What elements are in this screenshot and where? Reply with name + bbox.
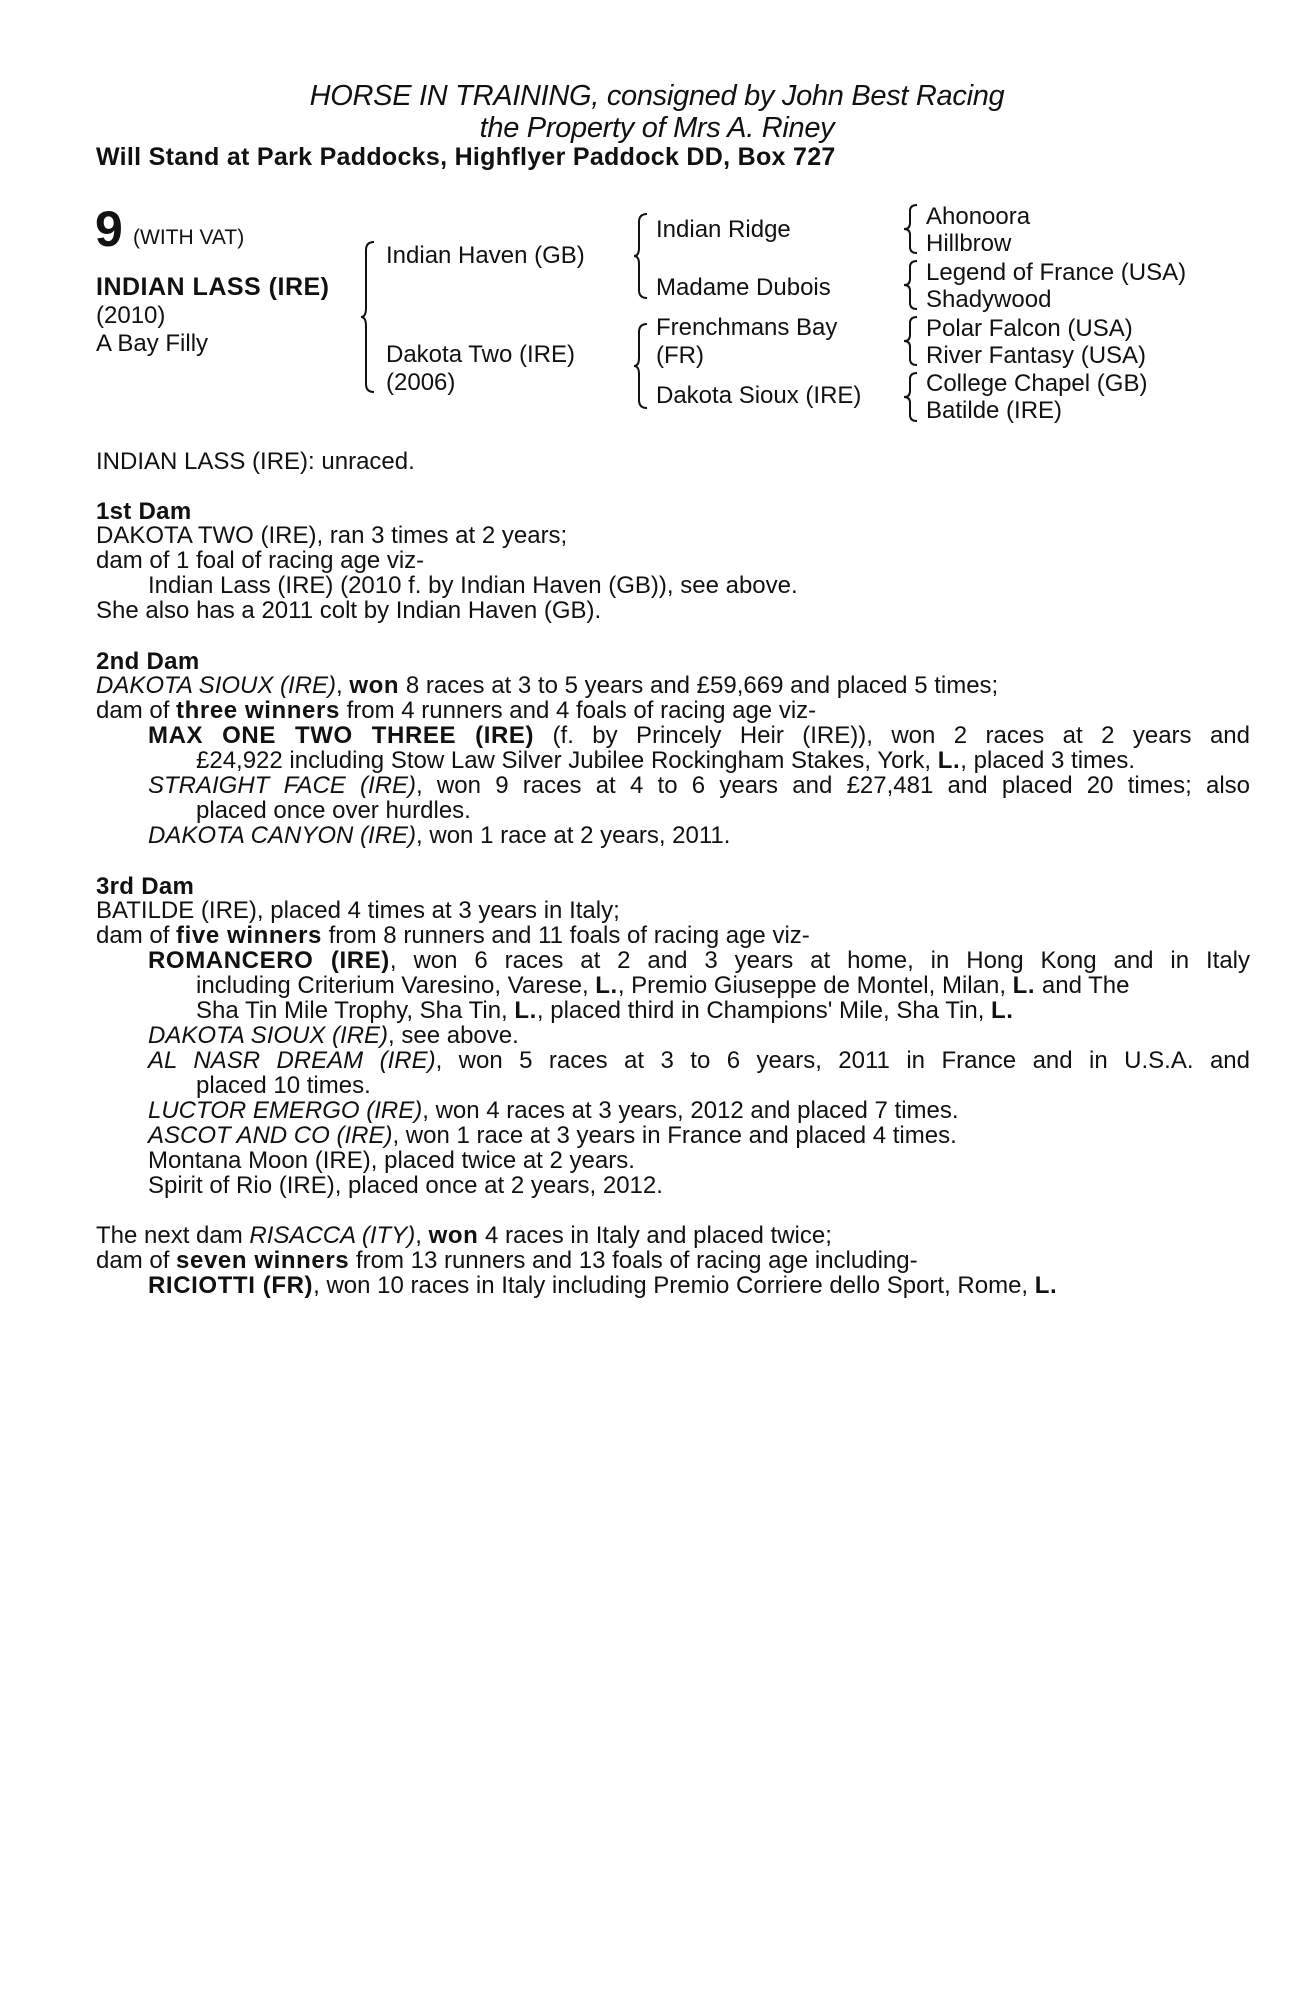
winner-record: , won 10 races in Italy including Premio Corriere dello Sport, Rome, xyxy=(313,1272,1035,1299)
pedigree-g3-8: Batilde (IRE) xyxy=(926,397,1063,424)
pedigree-g3-1: Ahonoora xyxy=(926,203,1031,230)
produce-prefix: dam of xyxy=(96,922,177,949)
listed-marker: L. xyxy=(1034,1272,1058,1299)
winner-record-cont: , placed third in Champions' Mile, Sha Tin, xyxy=(536,997,992,1024)
third-dam-entry-2 xyxy=(148,1023,519,1049)
third-dam-entry-4 xyxy=(148,1098,959,1124)
pedigree-g3-4: Shadywood xyxy=(926,286,1052,313)
pedigree-dam-year: (2006) xyxy=(386,369,456,396)
pedigree-brace-g3 xyxy=(903,315,919,367)
pedigree-brace-generation-1 xyxy=(360,240,376,395)
header-location: Will Stand at Park Paddocks, Highflyer Paddock DD, Box 727 xyxy=(96,143,836,171)
third-dam-entry-3 xyxy=(148,1048,1250,1074)
winner-name: LUCTOR EMERGO (IRE) xyxy=(148,1097,423,1124)
won-label: won xyxy=(349,672,400,699)
pedigree-brace-g2 xyxy=(903,259,919,311)
winner-name: ASCOT AND CO (IRE) xyxy=(148,1122,393,1149)
second-dam-entry-2-cont: placed once over hurdles. xyxy=(196,797,471,824)
winner-record-end: , placed 3 times. xyxy=(960,747,1136,774)
produce-suffix: from 8 runners and 11 foals of racing age viz- xyxy=(321,922,810,949)
second-dam-entry-3 xyxy=(148,823,730,849)
race-record: INDIAN LASS (IRE): unraced. xyxy=(96,448,415,475)
listed-marker: L. xyxy=(991,997,1014,1024)
second-dam-line: DAKOTA SIOUX (IRE), won 8 races at 3 to 5 years and £59,669 and placed 5 times; xyxy=(96,672,999,699)
header-consignor: HORSE IN TRAINING, consigned by John Best Racing xyxy=(309,80,1005,112)
second-dam-entry-1-cont xyxy=(196,748,1135,774)
listed-marker: L. xyxy=(937,747,961,774)
winner-record: , won 4 races at 3 years, 2012 and placed 7 times. xyxy=(422,1097,959,1124)
winner-name: AL NASR DREAM (IRE) xyxy=(148,1047,436,1074)
winner-name: ROMANCERO (IRE) xyxy=(148,947,390,974)
next-dam-name: RISACCA (ITY) xyxy=(249,1222,416,1249)
second-dam-entry-1 xyxy=(148,723,1250,749)
pedigree-g3-6: River Fantasy (USA) xyxy=(926,342,1147,369)
third-dam-entry-5 xyxy=(148,1123,957,1149)
horse-description: A Bay Filly xyxy=(96,330,209,357)
pedigree-brace-g1 xyxy=(903,203,919,255)
winner-record: , won 1 race at 3 years in France and placed 4 times. xyxy=(392,1122,957,1149)
next-dam-line xyxy=(96,1223,832,1249)
pedigree-g3-2: Hillbrow xyxy=(926,230,1012,257)
next-dam-entry-1 xyxy=(148,1273,1057,1299)
winner-record: (f. by Princely Heir (IRE)), won 2 races at 2 years and xyxy=(534,722,1250,749)
third-dam-entry-1-cont1 xyxy=(196,973,1130,999)
pedigree-g3-5: Polar Falcon (USA) xyxy=(926,315,1133,342)
dam-name: DAKOTA SIOUX (IRE) xyxy=(96,672,337,699)
winner-record-cont: , Premio Giuseppe de Montel, Milan, xyxy=(617,972,1013,999)
pedigree-sire-dam: Madame Dubois xyxy=(656,274,831,301)
winner-record: , won 6 races at 2 and 3 years at home, in Hong Kong and in Italy xyxy=(389,947,1251,974)
winner-name: RICIOTTI (FR) xyxy=(148,1272,314,1299)
winner-record: , won 1 race at 2 years, 2011. xyxy=(416,822,731,849)
winner-record-cont: including Criterium Varesino, Varese, xyxy=(196,972,596,999)
first-dam-heading: 1st Dam xyxy=(96,498,192,525)
winners-count: five winners xyxy=(176,922,322,949)
first-dam-line: DAKOTA TWO (IRE), ran 3 times at 2 years; xyxy=(96,522,568,549)
third-dam-entry-6: Montana Moon (IRE), placed twice at 2 years. xyxy=(148,1147,635,1174)
produce-prefix: dam of xyxy=(96,1247,177,1274)
pedigree-dam-sire: Frenchmans Bay xyxy=(656,314,838,341)
third-dam-entry-7: Spirit of Rio (IRE), placed once at 2 years, 2012. xyxy=(148,1172,663,1199)
pedigree-g3-3: Legend of France (USA) xyxy=(926,259,1187,286)
second-dam-produce xyxy=(96,698,816,724)
pedigree-sire: Indian Haven (GB) xyxy=(386,242,585,269)
winner-name: STRAIGHT FACE (IRE) xyxy=(148,772,417,799)
third-dam-line: BATILDE (IRE), placed 4 times at 3 years in Italy; xyxy=(96,897,620,924)
first-dam-note: She also has a 2011 colt by Indian Haven (GB). xyxy=(96,597,602,624)
third-dam-heading: 3rd Dam xyxy=(96,873,195,900)
winner-record-cont: Sha Tin Mile Trophy, Sha Tin, xyxy=(196,997,515,1024)
pedigree-dam-sire-country: (FR) xyxy=(656,342,704,369)
produce-prefix: dam of xyxy=(96,697,177,724)
third-dam-produce xyxy=(96,923,810,949)
listed-marker: L. xyxy=(595,972,618,999)
winner-record-cont: and The xyxy=(1035,972,1130,999)
listed-marker: L. xyxy=(514,997,537,1024)
winner-record-cont: £24,922 including Stow Law Silver Jubilee Rockingham Stakes, York, xyxy=(196,747,938,774)
third-dam-entry-1 xyxy=(148,948,1250,974)
header-property: the Property of Mrs A. Riney xyxy=(479,112,835,144)
won-label: won xyxy=(428,1222,479,1249)
horse-name: INDIAN LASS (IRE) xyxy=(96,273,330,301)
next-dam-produce xyxy=(96,1248,918,1274)
pedigree-dam-dam: Dakota Sioux (IRE) xyxy=(656,382,862,409)
pedigree-g3-7: College Chapel (GB) xyxy=(926,370,1148,397)
pedigree-brace-g4 xyxy=(903,371,919,423)
pedigree-sire-sire: Indian Ridge xyxy=(656,216,791,243)
next-dam-prefix: The next dam xyxy=(96,1222,250,1249)
winner-record: , won 9 races at 4 to 6 years and £27,481 and placed 20 times; also xyxy=(416,772,1250,799)
pedigree-brace-dam xyxy=(633,322,649,412)
produce-suffix: from 13 runners and 13 foals of racing age including- xyxy=(349,1247,918,1274)
next-dam-record: 4 races in Italy and placed twice; xyxy=(478,1222,832,1249)
pedigree-brace-sire xyxy=(633,212,649,302)
winner-name: MAX ONE TWO THREE (IRE) xyxy=(148,722,535,749)
listed-marker: L. xyxy=(1012,972,1036,999)
separator: , xyxy=(415,1222,429,1249)
third-dam-entry-1-cont2 xyxy=(196,998,1014,1024)
winners-count: seven winners xyxy=(176,1247,350,1274)
winners-count: three winners xyxy=(176,697,340,724)
second-dam-heading: 2nd Dam xyxy=(96,648,200,675)
dam-record: 8 races at 3 to 5 years and £59,669 and placed 5 times; xyxy=(399,672,999,699)
vat-label: (WITH VAT) xyxy=(133,226,245,249)
first-dam-produce: dam of 1 foal of racing age viz- xyxy=(96,547,425,574)
winner-name: DAKOTA CANYON (IRE) xyxy=(148,822,417,849)
third-dam-entry-3-cont: placed 10 times. xyxy=(196,1072,371,1099)
lot-number: 9 xyxy=(95,201,123,257)
pedigree-dam: Dakota Two (IRE) xyxy=(386,341,575,368)
second-dam-entry-2 xyxy=(148,773,1250,799)
horse-year: (2010) xyxy=(96,302,166,329)
produce-suffix: from 4 runners and 4 foals of racing age viz- xyxy=(339,697,817,724)
first-dam-foal: Indian Lass (IRE) (2010 f. by Indian Haven (GB)), see above. xyxy=(148,572,798,599)
winner-record: , see above. xyxy=(388,1022,519,1049)
winner-record: , won 5 races at 3 to 6 years, 2011 in France and in U.S.A. and xyxy=(435,1047,1250,1074)
winner-name: DAKOTA SIOUX (IRE) xyxy=(148,1022,389,1049)
